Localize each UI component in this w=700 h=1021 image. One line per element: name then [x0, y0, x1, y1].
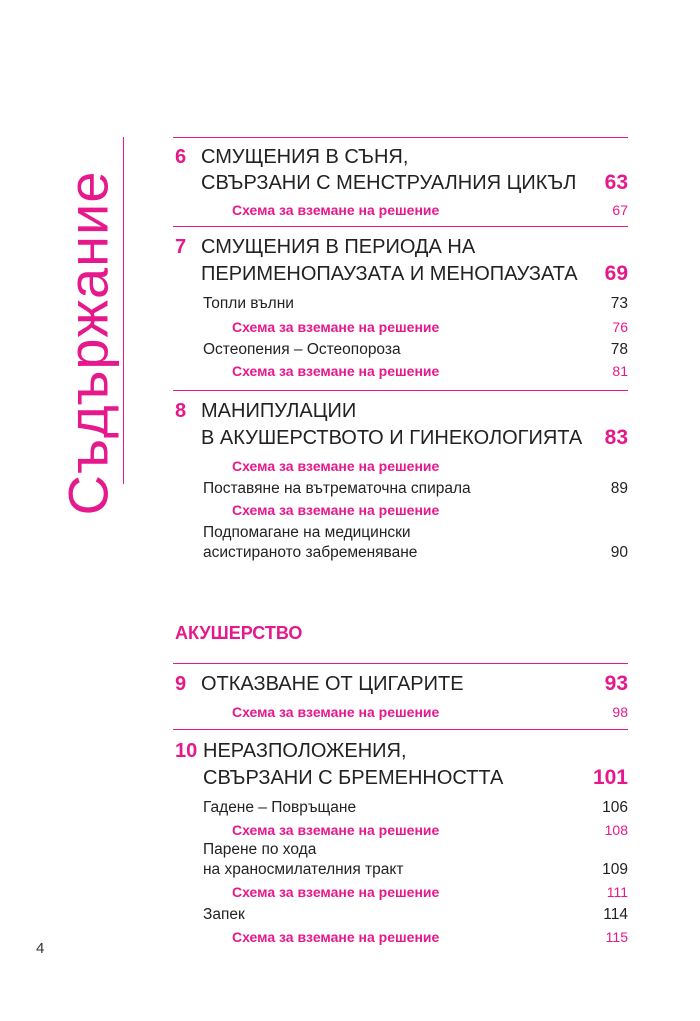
- entry-heartburn-line2[interactable]: на храносмилателния тракт 109: [203, 861, 628, 878]
- entry-osteopenia[interactable]: Остеопения – Остеопороза 78: [203, 341, 628, 358]
- scheme-hot-flashes[interactable]: Схема за вземане на решение 76: [232, 319, 628, 335]
- vertical-divider: [123, 137, 124, 484]
- chapter-6-scheme[interactable]: Схема за вземане на решение 67: [232, 202, 628, 218]
- scheme-iud[interactable]: Схема за вземане на решение: [232, 502, 440, 518]
- chapter-8-scheme[interactable]: Схема за вземане на решение: [232, 458, 440, 474]
- entry-heartburn[interactable]: Парене по хода: [203, 841, 317, 858]
- chapter-8-page: 83: [604, 426, 628, 449]
- scheme-heartburn[interactable]: Схема за вземане на решение 111: [232, 884, 628, 900]
- chapter-8-title-line2[interactable]: В АКУШЕРСТВОТО И ГИНЕКОЛОГИЯТА 83: [201, 426, 628, 449]
- chapter-6-page: 63: [604, 171, 628, 194]
- chapter-8-title[interactable]: 8 МАНИПУЛАЦИИ: [175, 400, 357, 422]
- chapter-9-page: 93: [604, 672, 628, 695]
- chapter-10-title-line2[interactable]: СВЪРЗАНИ С БРЕМЕННОСТТА 101: [203, 766, 628, 789]
- chapter-7-title-line2[interactable]: ПЕРИМЕНОПАУЗАТА И МЕНОПАУЗАТА 69: [201, 262, 628, 285]
- chapter-10-page: 101: [592, 766, 628, 789]
- entry-hot-flashes[interactable]: Топли вълни 73: [203, 295, 628, 312]
- divider: [173, 390, 628, 391]
- entry-nausea[interactable]: Гадене – Повръщане 106: [203, 799, 628, 816]
- scheme-nausea[interactable]: Схема за вземане на решение 108: [232, 822, 628, 838]
- chapter-10-title[interactable]: 10 НЕРАЗПОЛОЖЕНИЯ,: [175, 740, 407, 762]
- entry-assisted-reproduction[interactable]: Подпомагане на медицински: [203, 524, 411, 541]
- chapter-6-title-line2[interactable]: СВЪРЗАНИ С МЕНСТРУАЛНИЯ ЦИКЪЛ 63: [201, 171, 628, 194]
- entry-constipation[interactable]: Запек 114: [203, 906, 628, 923]
- chapter-7-title[interactable]: 7 СМУЩЕНИЯ В ПЕРИОДА НА: [175, 236, 476, 258]
- side-title: Съдържание: [56, 170, 120, 516]
- divider: [173, 663, 628, 664]
- section-heading: АКУШЕРСТВО: [175, 623, 303, 643]
- entry-iud[interactable]: Поставяне на вътрематочна спирала 89: [203, 480, 628, 497]
- chapter-9-scheme[interactable]: Схема за вземане на решение 98: [232, 704, 628, 720]
- divider: [173, 137, 628, 138]
- divider: [173, 729, 628, 730]
- chapter-6-title[interactable]: 6 СМУЩЕНИЯ В СЪНЯ,: [175, 146, 409, 168]
- scheme-osteopenia[interactable]: Схема за вземане на решение 81: [232, 363, 628, 379]
- entry-assisted-reproduction-line2[interactable]: асистираното забременяване 90: [203, 544, 628, 561]
- chapter-7-page: 69: [604, 262, 628, 285]
- chapter-9-title[interactable]: 9 ОТКАЗВАНЕ ОТ ЦИГАРИТЕ 93: [175, 672, 628, 695]
- divider: [173, 226, 628, 227]
- page-number: 4: [36, 940, 45, 957]
- scheme-constipation[interactable]: Схема за вземане на решение 115: [232, 929, 628, 945]
